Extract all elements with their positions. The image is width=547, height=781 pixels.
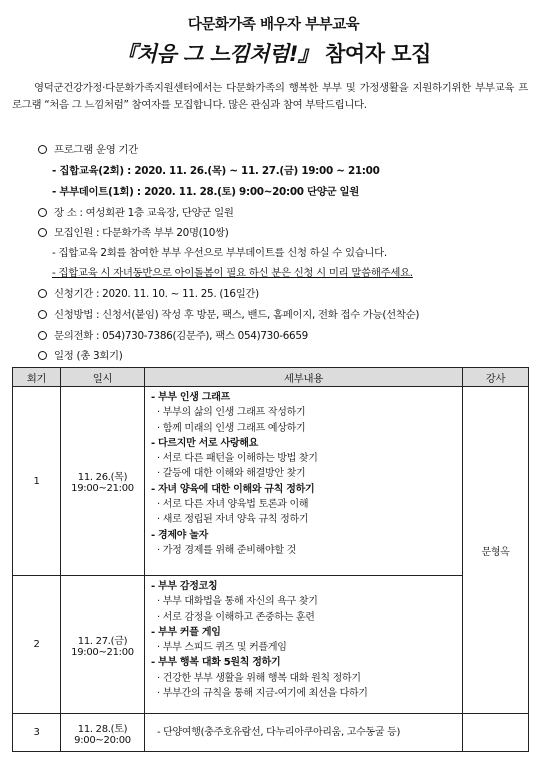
info-couple-date <box>52 183 547 198</box>
header-session: 회기 <box>13 368 61 387</box>
circle-bullet-icon <box>38 289 47 298</box>
session-datetime <box>61 387 145 576</box>
info-apply-period <box>38 285 538 300</box>
session-time: 19:00~21:00 <box>71 646 134 658</box>
detail-item: · 부부 대화법을 통해 자신의 욕구 찾기 <box>157 596 318 608</box>
detail-item: · 새로 정립된 자녀 양육 규칙 정하기 <box>157 514 309 526</box>
detail-item: · 부부간의 규칙을 통해 지금-여기에 최선을 다하기 <box>157 688 368 700</box>
date-label: - 부부데이트(1회) <box>52 186 134 198</box>
info-text: 신청방법 : 신청서(붙임) 작성 후 방문, 팩스, 밴드, 홈페이지, 전화 접수 가능(선착순) <box>54 309 420 321</box>
schedule-table <box>12 367 529 752</box>
detail-heading: - 경제야 놀자 <box>151 529 209 541</box>
instructor-empty <box>463 714 529 752</box>
info-group-session <box>52 162 547 177</box>
session-number: 3 <box>13 714 61 752</box>
session-details <box>145 387 463 576</box>
detail-heading: - 부부 행복 대화 5원칙 정하기 <box>151 657 281 669</box>
header-datetime: 일시 <box>61 368 145 387</box>
info-contact <box>38 327 538 342</box>
info-text: 모집인원 : 다문화가족 부부 20명(10쌍) <box>54 227 229 239</box>
info-label: 프로그램 운영 기간 <box>54 144 138 156</box>
subtitle: 다문화가족 배우자 부부교육 <box>187 17 360 33</box>
detail-heading: - 다르지만 서로 사랑해요 <box>151 437 258 449</box>
detail-heading: - 부부 감정코칭 <box>151 581 218 592</box>
circle-bullet-icon <box>38 208 47 217</box>
info-place <box>38 204 538 219</box>
circle-bullet-icon <box>38 351 47 360</box>
intro-paragraph: 영덕군건강가정·다문화가족지원센터에서는 다문화가족의 행복한 부부 및 가정생활을 지원하기위한 부부교육 프로그램 “처음 그 느낌처럼” 참여자를 모집합니다. 많은 관심과 참여 부탁드립니다. <box>12 82 528 111</box>
session-time: 19:00~21:00 <box>71 483 134 494</box>
table-row <box>13 576 529 714</box>
detail-item: · 서로 다른 자녀 양육법 토론과 이해 <box>157 499 309 511</box>
date-place: 단양군 일원 <box>307 186 360 198</box>
circle-bullet-icon <box>38 310 47 319</box>
detail-item: - 단양여행(충주호유람선, 다누리아쿠아리움, 고수동굴 등) <box>157 726 401 738</box>
header-details: 세부내용 <box>145 368 463 387</box>
info-program-period <box>38 141 538 156</box>
header-instructor: 강사 <box>463 368 529 387</box>
circle-bullet-icon <box>38 331 47 340</box>
session-details <box>145 576 463 714</box>
info-note-childcare: - 집합교육 시 자녀동반으로 아이돌봄이 필요 하신 분은 신청 시 미리 말씀해주세요. <box>52 267 413 279</box>
session-date: 11. 26.(목) <box>77 472 128 483</box>
session-number: 2 <box>13 576 61 714</box>
table-header-row <box>13 368 529 387</box>
page-title <box>0 38 547 68</box>
table-row <box>13 714 529 752</box>
info-apply-method <box>38 306 538 321</box>
info-recruit <box>38 224 538 239</box>
info-schedule <box>38 347 538 362</box>
detail-item: · 서로 감정을 이해하고 존중하는 훈련 <box>157 611 315 623</box>
session-datetime <box>61 714 145 752</box>
session-date: 11. 28.(토) <box>77 723 128 735</box>
title-suffix: 참여자 모집 <box>318 42 431 66</box>
detail-item: · 부부의 삶의 인생 그래프 작성하기 <box>157 407 306 419</box>
info-text: 장 소 : 여성회관 1층 교육장, 단양군 일원 <box>54 207 234 219</box>
detail-item: · 서로 다른 패턴을 이해하는 방법 찾기 <box>157 453 318 465</box>
table-row <box>13 387 529 576</box>
title-program-name: 『처음 그 느낌처럼!』 <box>116 42 319 66</box>
info-text: 일정 (총 3회기) <box>54 350 123 362</box>
session-datetime <box>61 576 145 714</box>
instructor-name: 문형옥 <box>463 387 529 714</box>
session-details <box>145 714 463 752</box>
detail-item: · 갈등에 대한 이해와 해결방안 찾기 <box>157 468 306 480</box>
group-label: - 집합교육(2회) <box>52 165 124 177</box>
session-time: 9:00~20:00 <box>74 734 131 746</box>
detail-heading: - 부부 인생 그래프 <box>151 392 230 403</box>
session-number: 1 <box>13 387 61 576</box>
detail-item: · 함께 미래의 인생 그래프 예상하기 <box>157 422 306 434</box>
detail-heading: - 자녀 양육에 대한 이해와 규칙 정하기 <box>151 483 315 495</box>
group-value: : 2020. 11. 26.(목) ~ 11. 27.(금) 19:00 ~ 21:00 <box>123 165 380 177</box>
detail-item: · 건강한 부부 생활을 위해 행복 대화 원칙 정하기 <box>157 672 361 684</box>
session-date: 11. 27.(금) <box>77 635 128 647</box>
circle-bullet-icon <box>38 228 47 237</box>
date-value: : 2020. 11. 28.(토) 9:00~20:00 <box>133 186 307 198</box>
detail-item: · 부부 스피드 퀴즈 및 커플게임 <box>157 642 287 654</box>
info-note-priority: - 집합교육 2회를 참여한 부부 우선으로 부부데이트를 신청 하실 수 있습니다. <box>52 247 387 259</box>
info-text: 문의전화 : 054)730-7386(김문주), 팩스 054)730-6659 <box>54 330 308 342</box>
info-text: 신청기간 : 2020. 11. 10. ~ 11. 25. (16일간) <box>54 288 259 300</box>
detail-item: · 가정 경제를 위해 준비해야할 것 <box>157 544 296 556</box>
detail-heading: - 부부 커플 게임 <box>151 626 221 638</box>
circle-bullet-icon <box>38 145 47 154</box>
